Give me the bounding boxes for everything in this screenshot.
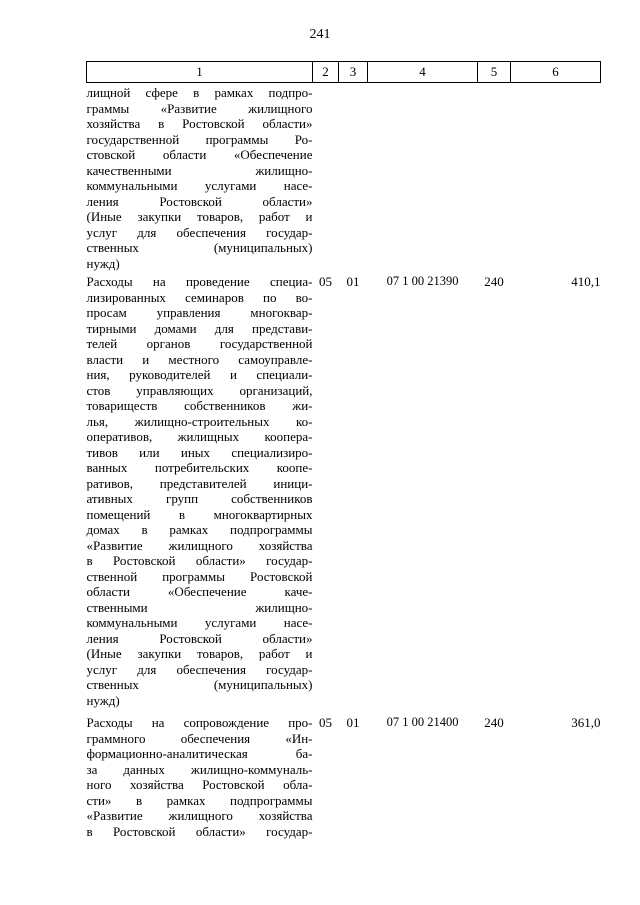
description-line: «Развитие жилищного хозяйства	[86, 808, 313, 823]
column-header-5: 5	[478, 62, 511, 83]
description-line: лищной сфере в рамках подпро-	[86, 85, 313, 100]
table-header-row	[87, 62, 601, 83]
description-line: граммного обеспечения «Ин-	[86, 730, 313, 746]
column-header-2: 2	[313, 62, 339, 83]
target-article-code: 07 1 00 21390	[386, 274, 459, 288]
description-line: ративов, представителей иници-	[86, 475, 313, 491]
description-line: «Развитие жилищного хозяйства	[86, 537, 313, 553]
description-line: сти» в рамках подпрограммы	[86, 792, 313, 808]
description-line: помещений в многоквартирных	[86, 506, 313, 522]
description-line: ления Ростовской области»	[86, 630, 313, 646]
description-line: оперативов, жилищных коопера-	[86, 429, 313, 444]
description-line: хозяйства в Ростовской области»	[86, 116, 313, 131]
description-line: (Иные закупки товаров, работ и	[86, 209, 313, 224]
description-line: просам управления многоквар-	[86, 305, 313, 320]
description-line: ственной программы Ростовской	[86, 568, 313, 584]
budget-table	[86, 61, 601, 839]
description-line: ственных (муниципальных)	[86, 677, 313, 692]
description-line: ственными жилищно-	[86, 599, 313, 615]
description-line: области «Обеспечение каче-	[86, 584, 313, 599]
description-line: ственных (муниципальных)	[86, 240, 313, 255]
description-line: ния, руководителей и специали-	[86, 367, 313, 382]
description-line: коммунальными услугами насе-	[86, 615, 313, 630]
target-article-code: 07 1 00 21400	[386, 715, 459, 729]
subsection-code: 01	[346, 715, 360, 730]
description-line: граммы «Развитие жилищного	[86, 100, 313, 116]
description-line: за данных жилищно-коммуналь-	[86, 761, 313, 777]
amount-value	[511, 83, 601, 272]
table-row	[87, 83, 601, 272]
page-number: 241	[309, 27, 331, 42]
description-line: ативных групп собственников	[86, 491, 313, 506]
description-line: лизированных семинаров по во-	[86, 289, 313, 305]
description-line: товариществ собственников жи-	[86, 398, 313, 413]
target-article-code	[368, 83, 478, 272]
column-header-4: 4	[368, 62, 478, 83]
section-code: 05	[319, 715, 332, 730]
description-line: тирными домами для представи-	[86, 320, 313, 336]
description-line: в Ростовской области» государ-	[86, 823, 313, 839]
description-line: нужд)	[86, 692, 120, 708]
section-code: 05	[319, 274, 332, 289]
column-header-1: 1	[87, 62, 313, 83]
description-line: формационно-аналитическая ба-	[86, 746, 313, 761]
description-line: нужд)	[86, 255, 120, 271]
description-line: стов управляющих организаций,	[86, 382, 313, 398]
expense-type-code	[478, 83, 511, 272]
description-line: лья, жилищно-строительных ко-	[86, 413, 313, 429]
description-line: в Ростовской области» государ-	[86, 553, 313, 568]
subsection-code	[339, 83, 368, 272]
section-code	[313, 83, 339, 272]
description-line: (Иные закупки товаров, работ и	[86, 646, 313, 661]
description-line: услуг для обеспечения государ-	[86, 661, 313, 677]
amount-value: 361,0	[571, 715, 601, 730]
subsection-code: 01	[346, 274, 360, 289]
description-line: домах в рамках подпрограммы	[86, 522, 313, 537]
row-description	[87, 83, 313, 272]
description-line: услуг для обеспечения государ-	[86, 224, 313, 240]
expense-type-code: 240	[484, 715, 504, 730]
description-line: ного хозяйства Ростовской обла-	[86, 777, 313, 792]
amount-value: 410,1	[571, 274, 601, 289]
description-line: телей органов государственной	[86, 336, 313, 351]
description-line: стовской области «Обеспечение	[86, 147, 313, 162]
description-line: власти и местного самоуправле-	[86, 351, 313, 367]
row-description	[87, 712, 313, 839]
description-line: качественными жилищно-	[86, 162, 313, 178]
column-header-6: 6	[511, 62, 601, 83]
description-line: государственной программы Ро-	[86, 131, 313, 147]
description-line: ления Ростовской области»	[86, 193, 313, 209]
column-header-3: 3	[339, 62, 368, 83]
description-line: ванных потребительских коопе-	[86, 460, 313, 475]
description-line: Расходы на проведение специа-	[86, 274, 313, 289]
table-row	[87, 712, 601, 839]
table-row	[87, 271, 601, 712]
description-line: коммунальными услугами насе-	[86, 178, 313, 193]
description-line: Расходы на сопровождение про-	[86, 715, 313, 730]
row-description	[87, 271, 313, 712]
expense-type-code: 240	[484, 274, 504, 289]
description-line: тивов или иных специализиро-	[86, 444, 313, 460]
